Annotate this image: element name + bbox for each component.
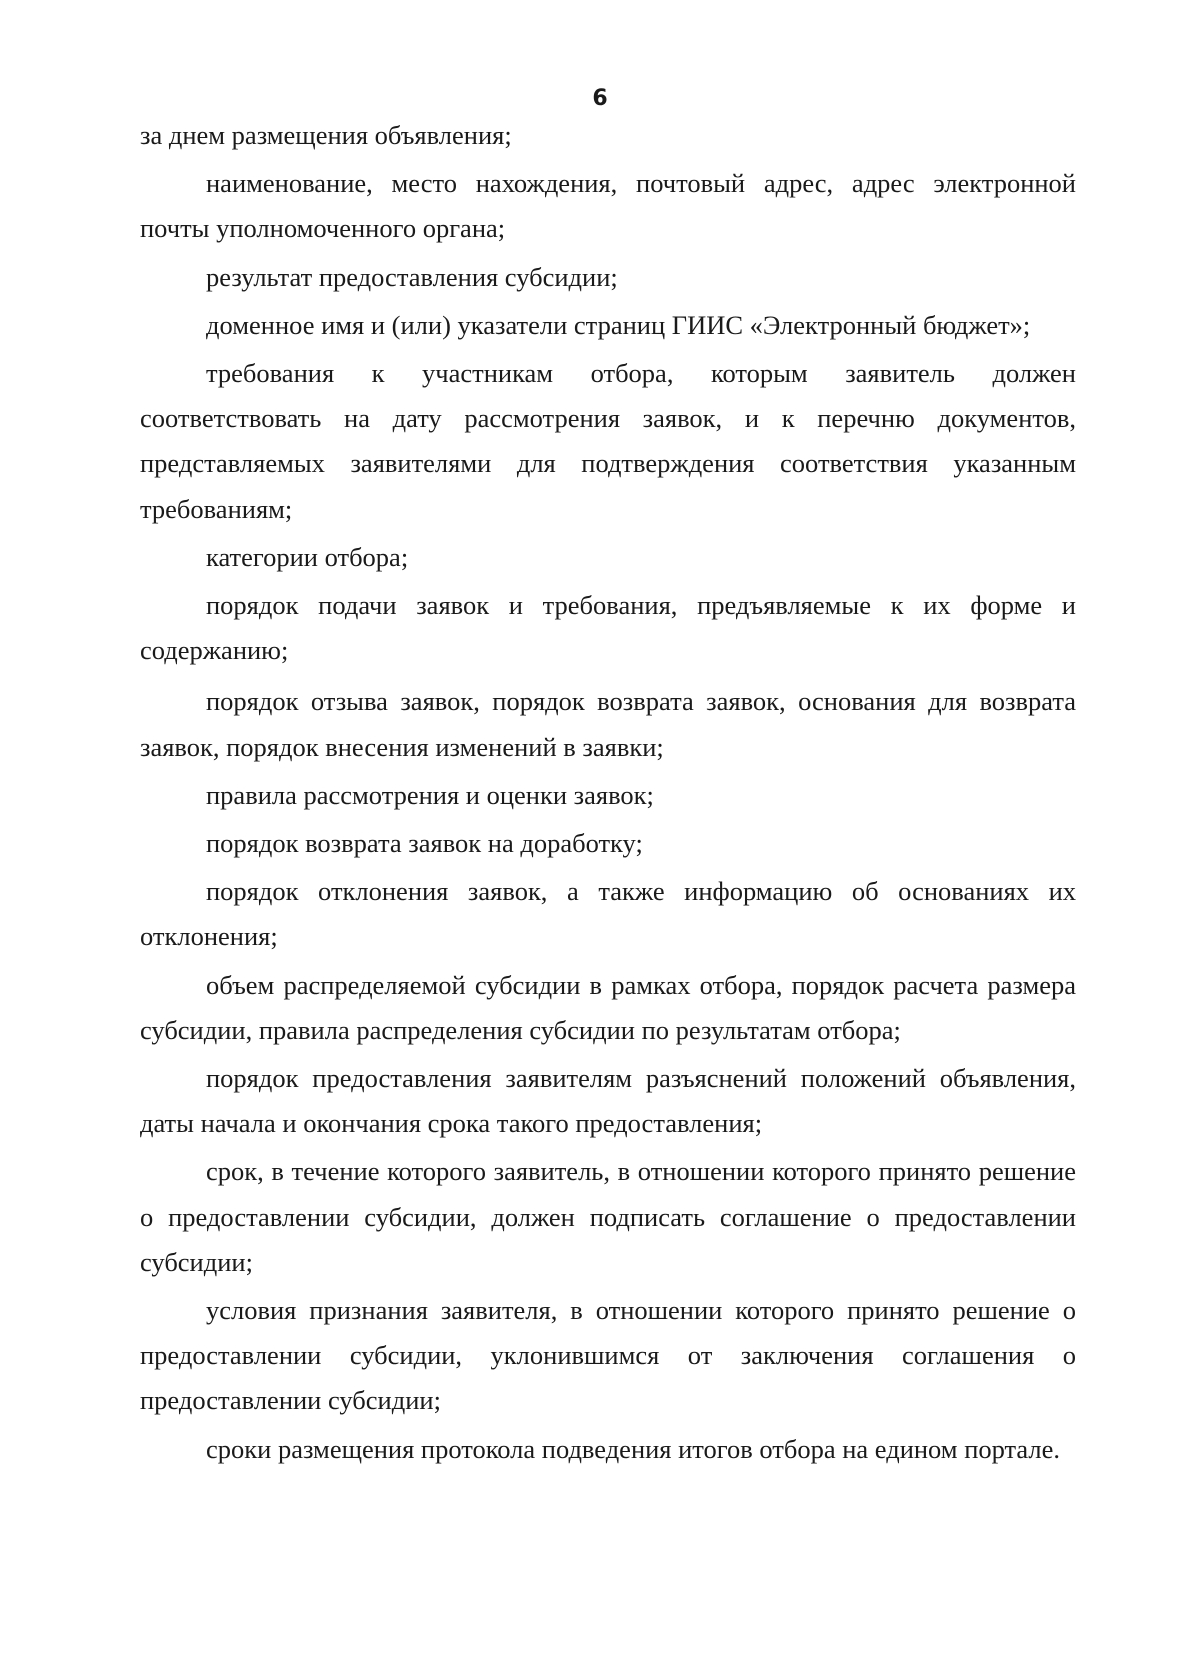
- page-number: 6: [592, 86, 608, 111]
- paragraph: сроки размещения протокола подведения итогов отбора на едином портале.: [206, 1433, 1061, 1464]
- paragraph: доменное имя и (или) указатели страниц ГИИС «Электронный бюджет»;: [206, 309, 1031, 340]
- body-text: [140, 113, 1076, 1472]
- paragraph: условия признания заявителя, в отношении которого принято решение о предоставлении субсидии, уклонившимся от заключения соглашения о предоставлении субсидии;: [140, 1295, 1076, 1416]
- paragraph: наименование, место нахождения, почтовый адрес, адрес электронной почты уполномоченного органа;: [140, 168, 1076, 244]
- paragraph: правила рассмотрения и оценки заявок;: [206, 779, 654, 810]
- paragraph: за днем размещения объявления;: [140, 120, 512, 150]
- paragraph: категории отбора;: [206, 541, 409, 572]
- paragraph: результат предоставления субсидии;: [206, 261, 618, 292]
- paragraph: порядок подачи заявок и требования, предъявляемые к их форме и содержанию;: [140, 590, 1076, 666]
- paragraph: порядок предоставления заявителям разъяснений положений объявления, даты начала и окончания срока такого предоставления;: [140, 1063, 1076, 1139]
- paragraph: порядок возврата заявок на доработку;: [206, 828, 643, 859]
- paragraph: порядок отзыва заявок, порядок возврата заявок, основания для возврата заявок, порядок внесения изменений в заявки;: [140, 686, 1076, 762]
- paragraph: срок, в течение которого заявитель, в отношении которого принято решение о предоставлении субсидии, должен подписать соглашение о предоставлении субсидии;: [140, 1156, 1076, 1277]
- paragraph: объем распределяемой субсидии в рамках отбора, порядок расчета размера субсидии, правила распределения субсидии по результатам отбора;: [140, 969, 1076, 1045]
- paragraph: порядок отклонения заявок, а также информацию об основаниях их отклонения;: [140, 876, 1076, 952]
- paragraph: требования к участникам отбора, которым заявитель должен соответствовать на дату рассмотрения заявок, и к перечню документов, представляемых заявителями для подтверждения соответствия указанным требованиям;: [140, 358, 1076, 524]
